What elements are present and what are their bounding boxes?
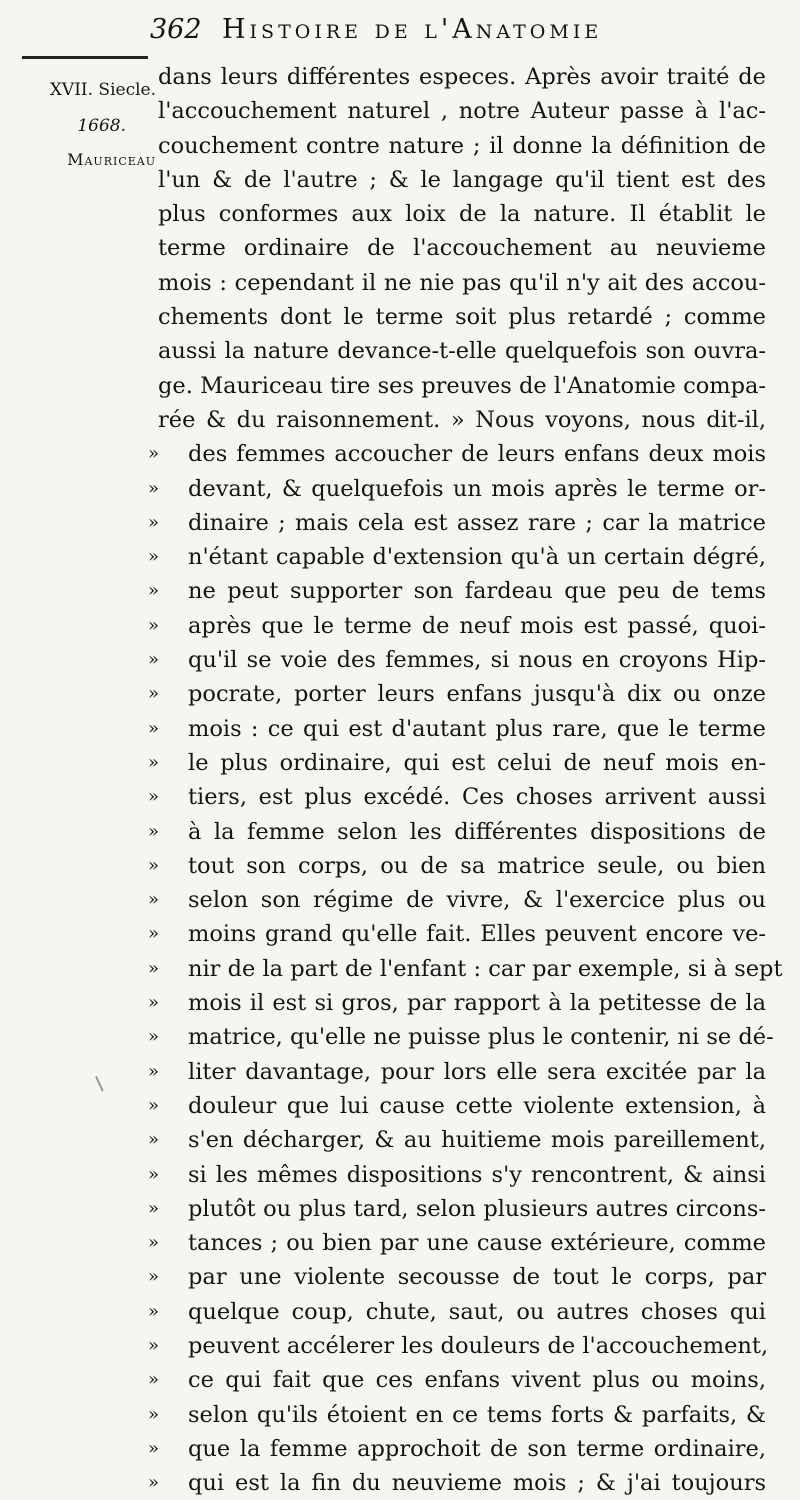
line-text: chements dont le terme soit plus retardé ; comme bbox=[158, 304, 766, 331]
text-line bbox=[148, 712, 766, 746]
text-line bbox=[148, 1466, 766, 1500]
text-line bbox=[158, 266, 766, 300]
text-line bbox=[148, 643, 766, 677]
line-text: quelque coup, chute, saut, ou autres choses qui bbox=[188, 1298, 766, 1325]
line-text: l'accouchement naturel , notre Auteur passe à l'ac- bbox=[158, 98, 766, 125]
line-text: ge. Mauriceau tire ses preuves de l'Anatomie compa- bbox=[158, 372, 766, 399]
text-line bbox=[148, 849, 766, 883]
text-line bbox=[148, 746, 766, 780]
quote-mark: » bbox=[148, 1060, 160, 1082]
text-line bbox=[158, 334, 766, 368]
quote-mark: » bbox=[148, 477, 160, 499]
text-line bbox=[148, 1192, 766, 1226]
text-line bbox=[148, 1020, 774, 1054]
quote-mark: » bbox=[148, 1232, 160, 1254]
text-line bbox=[148, 506, 766, 540]
running-title: Histoire de l'Anatomie bbox=[222, 14, 603, 45]
text-line bbox=[148, 1260, 766, 1294]
text-line bbox=[148, 1398, 766, 1432]
text-line bbox=[148, 574, 766, 608]
line-text: ne peut supporter son fardeau que peu de tems bbox=[188, 578, 766, 605]
margin-author: Mauriceau bbox=[67, 150, 156, 169]
line-text: tances ; ou bien par une cause extérieure, comme bbox=[188, 1230, 766, 1257]
text-line bbox=[148, 780, 766, 814]
text-line bbox=[148, 1329, 769, 1363]
quote-mark: » bbox=[148, 957, 160, 979]
quote-mark: » bbox=[148, 649, 160, 671]
line-text: après que le terme de neuf mois est passé, quoi- bbox=[188, 612, 766, 639]
text-line bbox=[148, 1226, 766, 1260]
line-text: le plus ordinaire, qui est celui de neuf mois en- bbox=[188, 749, 766, 776]
line-text: nir de la part de l'enfant : car par exemple, si à sept bbox=[188, 955, 783, 982]
line-text: moins grand qu'elle fait. Elles peuvent encore ve- bbox=[188, 921, 766, 948]
quote-mark: » bbox=[148, 717, 160, 739]
text-line bbox=[158, 197, 766, 231]
quote-mark: » bbox=[148, 1026, 160, 1048]
text-line bbox=[158, 94, 766, 128]
line-text: à la femme selon les différentes dispositions de bbox=[188, 818, 766, 845]
text-line bbox=[148, 1123, 766, 1157]
quote-mark: » bbox=[148, 751, 160, 773]
margin-year: 1668. bbox=[77, 116, 126, 136]
line-text: plus conformes aux loix de la nature. Il établit le bbox=[158, 201, 766, 228]
line-text: mois il est si gros, par rapport à la petitesse de la bbox=[188, 990, 766, 1017]
quote-mark: » bbox=[148, 1300, 160, 1322]
line-text: peuvent accélerer les douleurs de l'accouchement, bbox=[188, 1332, 769, 1359]
quote-mark: » bbox=[148, 683, 160, 705]
text-line bbox=[158, 60, 766, 94]
quote-mark: » bbox=[148, 923, 160, 945]
quote-mark: » bbox=[148, 1472, 160, 1494]
line-text: liter davantage, pour lors elle sera excitée par la bbox=[188, 1058, 766, 1085]
text-line bbox=[148, 1055, 766, 1089]
line-text: dans leurs différentes especes. Après avoir traité de bbox=[158, 64, 766, 90]
line-text: selon son régime de vivre, & l'exercice plus ou bbox=[188, 887, 766, 914]
text-line bbox=[148, 986, 766, 1020]
text-line bbox=[158, 129, 766, 163]
quote-mark: » bbox=[148, 1266, 160, 1288]
line-text: si les mêmes dispositions s'y rencontrent, & ainsi bbox=[188, 1161, 766, 1188]
quote-mark: » bbox=[148, 1197, 160, 1219]
text-line bbox=[158, 369, 766, 403]
quote-mark: » bbox=[148, 546, 160, 568]
line-text: rée & du raisonnement. » Nous voyons, nous dit-il, bbox=[158, 406, 766, 433]
quote-mark: » bbox=[148, 820, 160, 842]
text-line bbox=[148, 1363, 766, 1397]
quote-mark: » bbox=[148, 614, 160, 636]
line-text: douleur que lui cause cette violente extension, à bbox=[188, 1092, 766, 1119]
text-line bbox=[148, 815, 766, 849]
text-line bbox=[148, 677, 766, 711]
page-number: 362 bbox=[150, 14, 202, 45]
text-line bbox=[158, 300, 766, 334]
quote-mark: » bbox=[148, 1334, 160, 1356]
quote-mark: » bbox=[148, 992, 160, 1014]
line-text: mois : ce qui est d'autant plus rare, que le terme bbox=[188, 715, 766, 742]
line-text: qu'il se voie des femmes, si nous en croyons Hip- bbox=[188, 647, 766, 674]
quote-mark: » bbox=[148, 1437, 160, 1459]
quote-mark: » bbox=[148, 854, 160, 876]
margin-century: XVII. Siecle. bbox=[49, 80, 156, 100]
quote-mark: » bbox=[148, 1403, 160, 1425]
line-text: par une violente secousse de tout le corps, par bbox=[188, 1264, 766, 1291]
body-text bbox=[148, 60, 783, 1500]
line-text: selon qu'ils étoient en ce tems forts & parfaits, & bbox=[188, 1401, 766, 1428]
line-text: terme ordinaire de l'accouchement au neuvieme bbox=[158, 235, 766, 262]
text-line bbox=[148, 883, 766, 917]
margin-rule bbox=[22, 56, 148, 59]
line-text: mois : cependant il ne nie pas qu'il n'y ait des accou- bbox=[158, 269, 766, 296]
line-text: couchement contre nature ; il donne la définition de bbox=[158, 132, 766, 159]
quote-mark: » bbox=[148, 1369, 160, 1391]
text-line bbox=[158, 403, 766, 437]
text-line bbox=[148, 952, 783, 986]
text-line bbox=[148, 437, 766, 471]
quote-mark: » bbox=[148, 580, 160, 602]
running-header bbox=[150, 14, 770, 54]
quote-mark: » bbox=[148, 1129, 160, 1151]
quote-mark: » bbox=[148, 1163, 160, 1185]
text-line bbox=[158, 231, 766, 265]
text-line bbox=[148, 1089, 766, 1123]
line-text: tout son corps, ou de sa matrice seule, ou bien bbox=[188, 852, 766, 879]
line-text: matrice, qu'elle ne puisse plus le contenir, ni se dé- bbox=[188, 1024, 774, 1051]
quote-mark: » bbox=[148, 443, 160, 465]
quote-mark: » bbox=[148, 889, 160, 911]
quote-mark: » bbox=[148, 786, 160, 808]
line-text: que la femme approchoit de son terme ordinaire, bbox=[188, 1435, 766, 1462]
line-text: tiers, est plus excédé. Ces choses arrivent aussi bbox=[188, 784, 766, 811]
line-text: ce qui fait que ces enfans vivent plus ou moins, bbox=[188, 1367, 766, 1394]
line-text: devant, & quelquefois un mois après le terme or- bbox=[188, 475, 766, 502]
line-text: n'étant capable d'extension qu'à un certain dégré, bbox=[188, 544, 766, 571]
line-text: des femmes accoucher de leurs enfans deux mois bbox=[188, 441, 766, 468]
quote-mark: » bbox=[148, 1094, 160, 1116]
line-text: s'en décharger, & au huitieme mois pareillement, bbox=[188, 1127, 766, 1154]
text-line bbox=[158, 163, 766, 197]
line-text: dinaire ; mais cela est assez rare ; car la matrice bbox=[188, 509, 766, 536]
line-text: qui est la fin du neuvieme mois ; & j'ai toujours bbox=[188, 1470, 766, 1497]
text-line bbox=[148, 472, 766, 506]
text-line bbox=[148, 540, 766, 574]
text-line bbox=[148, 1295, 766, 1329]
paper-mark bbox=[95, 1073, 111, 1092]
line-text: l'un & de l'autre ; & le langage qu'il tient est des bbox=[158, 166, 766, 193]
text-line bbox=[148, 917, 766, 951]
line-text: plutôt ou plus tard, selon plusieurs autres circons- bbox=[188, 1195, 766, 1222]
text-line bbox=[148, 1432, 766, 1466]
quote-mark: » bbox=[148, 511, 160, 533]
line-text: aussi la nature devance-t-elle quelquefois son ouvra- bbox=[158, 338, 766, 365]
line-text: pocrate, porter leurs enfans jusqu'à dix ou onze bbox=[188, 681, 766, 708]
text-line bbox=[148, 1158, 766, 1192]
text-line bbox=[148, 609, 766, 643]
